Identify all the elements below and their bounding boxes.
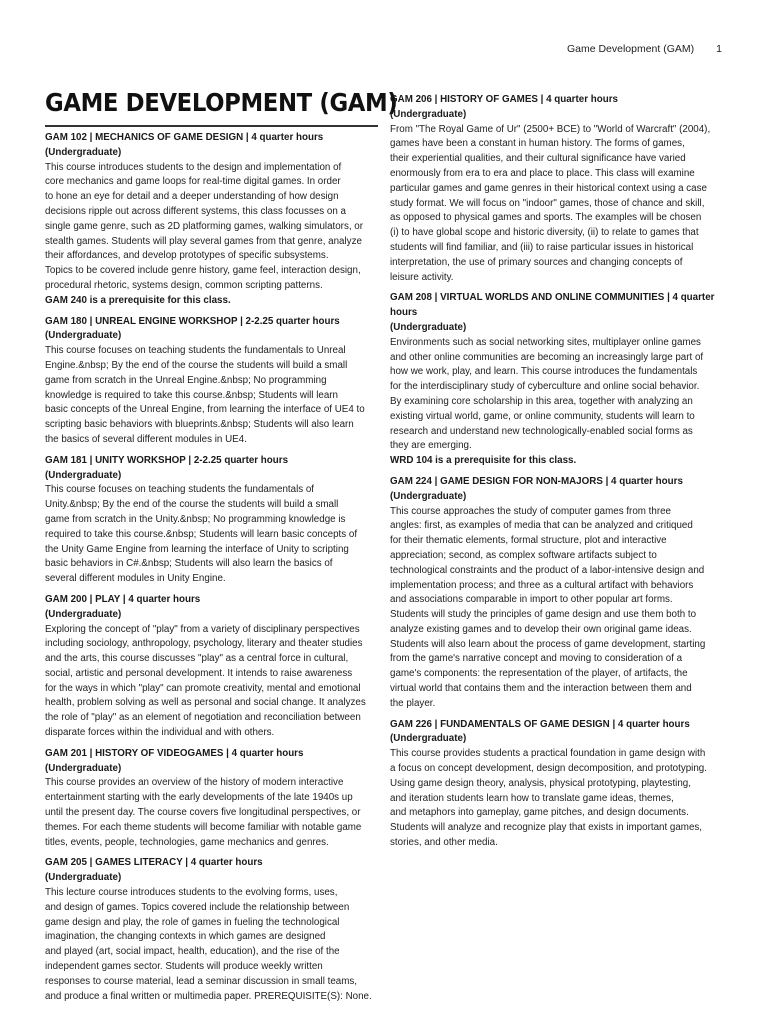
- course-description: Exploring the concept of "play" from a variety of disciplinary perspectives including sociology, anthropology, psychology, literary and theater studies and the arts, this course discusses "play" as a central force in cultural, social, artistic and personal development. It intends to raise awareness for the ways in which "play" can promote creativity, mental and emotional health, problem solving as well as personal and social change. It analyzes the role of "play" as an element of negotiation and reconciliation between disparate forces within the individual and with others.: [45, 623, 366, 739]
- course-description: This course focuses on teaching students the fundamentals of Unity.&nbsp; By the end of the course the students will build a small game from scratch in the Unity.&nbsp; No programming knowledge is required to take this course.&nbsp; Students will learn basic concepts of the Unity Game Engine from learning the interface of Unity to scripting basic behaviors in C#.&nbsp; Students will also learn the basics of several different modules in Unity Engine.: [45, 484, 358, 585]
- course-description: This course introduces students to the design and implementation of core mechanics and game loops for real-time digital games. In order to hone an eye for detail and a deeper understanding of how design decisions ripple out across different systems, this class focusses on a single game genre, such as 2D platforming games, walking simulators, or stealth games. Students will play several games from that genre, analyze their affordances, and develop prototypes of specific subsystems. Topics to be covered include genre history, game feel, interaction design, procedural rhetoric, systems design, common scripting patterns.: [45, 161, 364, 291]
- course-level: (Undergraduate): [390, 108, 467, 120]
- title-underline: [45, 125, 378, 127]
- course-level: (Undergraduate): [45, 330, 122, 342]
- course-entry: [45, 593, 381, 741]
- course-level: (Undergraduate): [390, 490, 467, 502]
- course-level: (Undergraduate): [45, 608, 122, 620]
- course-entry: [45, 131, 381, 309]
- document-title: GAME DEVELOPMENT (GAM): [45, 88, 398, 117]
- course-level: (Undergraduate): [390, 321, 467, 333]
- course-level: (Undergraduate): [45, 762, 122, 774]
- course-heading: GAM 180 | UNREAL ENGINE WORKSHOP | 2-2.25 quarter hours: [45, 315, 340, 327]
- running-header: [567, 43, 722, 55]
- course-description: From "The Royal Game of Ur" (2500+ BCE) to "World of Warcraft" (2004), games have been a constant in human history. The forms of games, their experiential qualities, and their cultural significance have varied enormously from era to era and place to place. This class will examine particular games and game genres in their historical context using a case study format. We will focus on "indoor" games, those of chance and skill, as opposed to physical games and sports. The examples will be chosen (i) to have global scope and historic diversity, (ii) to relate to games that students will find familiar, and (iii) to raise particular issues in historical interpretation, the use of primary sources and changing concepts of leisure activity.: [390, 123, 711, 283]
- course-prerequisite: GAM 240 is a prerequisite for this class.: [45, 294, 231, 306]
- course-entry: [390, 475, 725, 712]
- course-level: (Undergraduate): [45, 872, 122, 884]
- course-description: This course approaches the study of computer games from three angles: first, as examples of media that can be analyzed and critiqued for their thematic elements, formal structure, plot and interactive appreciation; second, as complex software artifacts subject to technological constraints and the product of a labor-intensive design and implementation process; and three as a cultural artifact with behaviors and associations comparable in import to other popular art forms. Students will study the principles of game design and use them both to analyze existing games and to develop their own original game ideas. Students will also learn about the process of game development, starting from the game's narrative concept and moving to consideration of a game's components: the representation of the player, of artifacts, the virtual world that contains them and the interaction between them and the player.: [390, 505, 706, 709]
- course-heading: GAM 208 | VIRTUAL WORLDS AND ONLINE COMMUNITIES | 4 quarter hours: [390, 292, 715, 319]
- course-level: (Undergraduate): [45, 469, 122, 481]
- course-entry: [45, 454, 381, 587]
- course-heading: GAM 205 | GAMES LITERACY | 4 quarter hours: [45, 857, 263, 869]
- course-heading: GAM 224 | GAME DESIGN FOR NON-MAJORS | 4 quarter hours: [390, 475, 683, 487]
- course-level: (Undergraduate): [45, 146, 122, 158]
- course-entry: [390, 718, 725, 851]
- course-description: This course provides an overview of the history of modern interactive entertainment starting with the early developments of the late 1940s up until the present day. The course covers five longitudinal perspectives, or themes. For each theme students will become familiar with notable game titles, events, people, technologies, game mechanics and genres.: [45, 777, 362, 848]
- course-entry: [390, 291, 725, 469]
- right-column: [390, 93, 725, 857]
- course-description: This lecture course introduces students to the evolving forms, uses, and design of games. Topics covered include the relationship between game design and play, the role of games in fueling the technological imagination, the changing contexts in which games are designed and played (art, social impact, health, education), and the rise of the independent games sector. Students will produce weekly written responses to course material, lead a seminar discussion in small teams, and produce a final written or multimedia paper. PREREQUISITE(S): None.: [45, 887, 372, 1002]
- course-heading: GAM 181 | UNITY WORKSHOP | 2-2.25 quarter hours: [45, 454, 289, 466]
- course-description: This course focuses on teaching students the fundamentals to Unreal Engine.&nbsp; By the end of the course the students will build a small game from scratch in the Unreal Engine.&nbsp; No programming knowledge is required to take this course.&nbsp; Students will learn basic concepts of the Unreal Engine, from learning the interface of UE4 to scripting basic behaviors with blueprints.&nbsp; Students will also learn the basics of several different modules in UE4.: [45, 345, 365, 445]
- course-description: This course provides students a practical foundation in game design with a focus on concept development, design decomposition, and prototyping. Using game design theory, analysis, physical prototyping, playtesting, and iteration students learn how to translate game ideas, themes, and metaphors into gameplay, game pitches, and design documents. Students will analyze and recognize play that exists in important games, stories, and other media.: [390, 748, 707, 849]
- course-prerequisite: WRD 104 is a prerequisite for this class.: [390, 455, 577, 467]
- course-level: (Undergraduate): [390, 733, 467, 745]
- left-column: [45, 131, 381, 1010]
- course-heading: GAM 206 | HISTORY OF GAMES | 4 quarter hours: [390, 94, 618, 105]
- course-heading: GAM 102 | MECHANICS OF GAME DESIGN | 4 quarter hours: [45, 132, 324, 143]
- course-entry: [390, 93, 725, 285]
- course-heading: GAM 201 | HISTORY OF VIDEOGAMES | 4 quarter hours: [45, 747, 304, 759]
- course-entry: [45, 856, 381, 1004]
- course-entry: [45, 315, 381, 448]
- course-entry: [45, 747, 381, 851]
- page-number: 1: [716, 43, 722, 55]
- course-heading: GAM 200 | PLAY | 4 quarter hours: [45, 593, 201, 605]
- running-title: Game Development (GAM): [566, 43, 695, 55]
- course-heading: GAM 226 | FUNDAMENTALS OF GAME DESIGN | 4 quarter hours: [390, 718, 690, 730]
- course-description: Environments such as social networking sites, multiplayer online games and other online communities are becoming an increasingly large part of how we work, play, and learn. This course introduces the fundamentals for the interdisciplinary study of cyberculture and online social behavior. By examining core scholarship in this area, together with analyzing an existing virtual world, game, or online community, students will learn to research and understand new technologically-enabled social forms as they are emerging.: [390, 336, 704, 452]
